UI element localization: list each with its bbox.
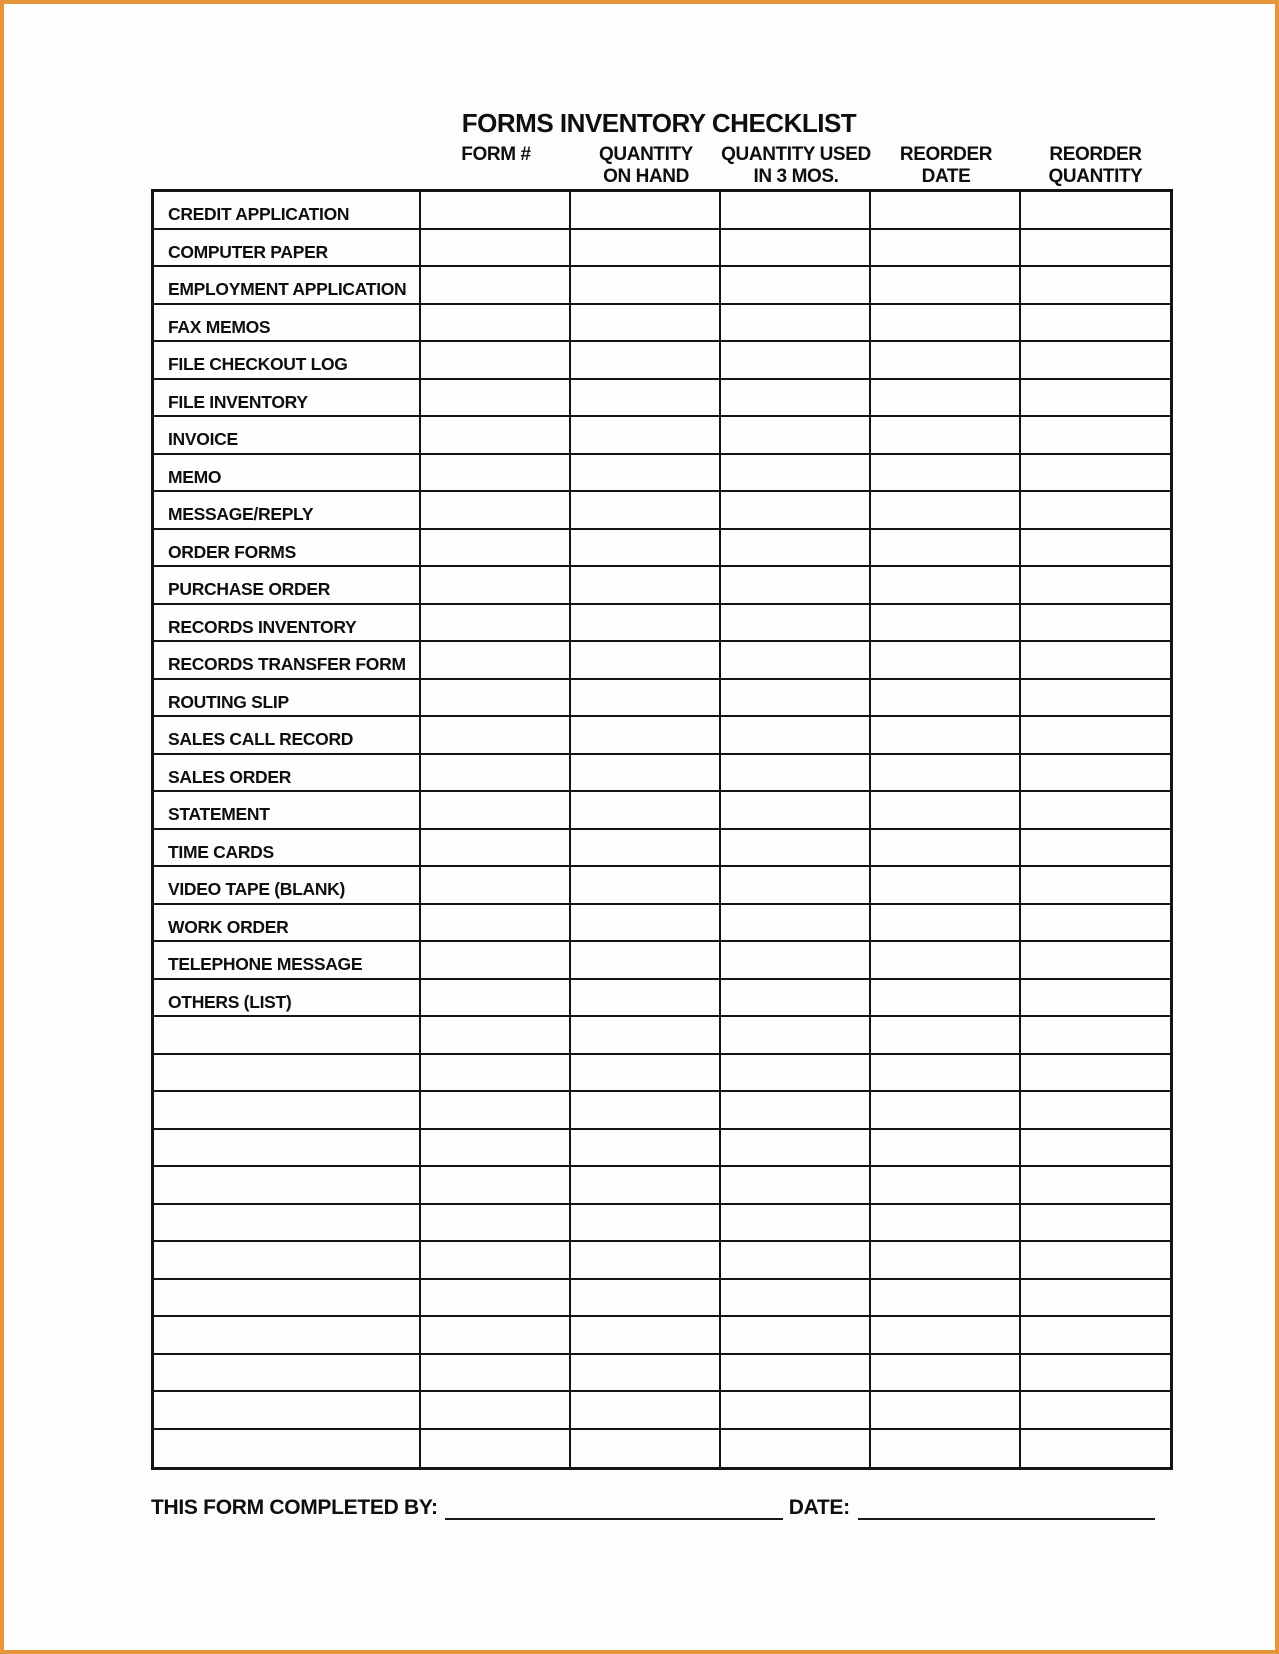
column-header-spacer bbox=[154, 144, 421, 188]
data-cell-reorder-quantity bbox=[1021, 830, 1170, 868]
blank-row-label-cell bbox=[154, 1430, 421, 1468]
data-cell-reorder-quantity bbox=[1021, 1205, 1170, 1243]
data-cell-quantity-on-hand bbox=[571, 1280, 721, 1318]
data-cell-form-number bbox=[421, 717, 571, 755]
data-cell-quantity-used-3-mos bbox=[721, 605, 871, 643]
data-cell-reorder-date bbox=[871, 342, 1021, 380]
data-cell-reorder-date bbox=[871, 642, 1021, 680]
column-header-quantity-on-hand bbox=[571, 144, 721, 188]
data-cell-form-number bbox=[421, 1317, 571, 1355]
blank-row-label-cell bbox=[154, 1392, 421, 1430]
data-cell-reorder-date bbox=[871, 942, 1021, 980]
data-cell-reorder-quantity bbox=[1021, 1242, 1170, 1280]
column-header-reorder-date bbox=[871, 144, 1021, 188]
data-cell-reorder-date bbox=[871, 267, 1021, 305]
row-label-cell: FILE CHECKOUT LOG bbox=[154, 342, 421, 380]
data-cell-form-number bbox=[421, 980, 571, 1018]
data-cell-reorder-date bbox=[871, 1092, 1021, 1130]
data-cell-quantity-on-hand bbox=[571, 1430, 721, 1468]
data-cell-reorder-quantity bbox=[1021, 755, 1170, 793]
data-cell-form-number bbox=[421, 567, 571, 605]
data-cell-reorder-quantity bbox=[1021, 1167, 1170, 1205]
data-cell-reorder-date bbox=[871, 755, 1021, 793]
data-cell-quantity-on-hand bbox=[571, 867, 721, 905]
row-label-cell: ORDER FORMS bbox=[154, 530, 421, 568]
data-cell-reorder-date bbox=[871, 1017, 1021, 1055]
data-cell-quantity-used-3-mos bbox=[721, 492, 871, 530]
data-cell-form-number bbox=[421, 192, 571, 230]
blank-row-label-cell bbox=[154, 1167, 421, 1205]
data-cell-quantity-used-3-mos bbox=[721, 530, 871, 568]
data-cell-form-number bbox=[421, 1280, 571, 1318]
data-cell-quantity-on-hand bbox=[571, 1055, 721, 1093]
data-cell-form-number bbox=[421, 1355, 571, 1393]
row-label-cell: SALES CALL RECORD bbox=[154, 717, 421, 755]
data-cell-quantity-used-3-mos bbox=[721, 1355, 871, 1393]
data-cell-reorder-quantity bbox=[1021, 1130, 1170, 1168]
data-cell-quantity-on-hand bbox=[571, 1242, 721, 1280]
data-cell-reorder-date bbox=[871, 1167, 1021, 1205]
data-cell-reorder-date bbox=[871, 605, 1021, 643]
data-cell-reorder-date bbox=[871, 492, 1021, 530]
data-cell-quantity-on-hand bbox=[571, 980, 721, 1018]
blank-row-label-cell bbox=[154, 1205, 421, 1243]
data-cell-quantity-on-hand bbox=[571, 305, 721, 343]
column-header-line1: QUANTITY USED bbox=[721, 144, 871, 165]
data-cell-quantity-used-3-mos bbox=[721, 642, 871, 680]
row-label-cell: RECORDS INVENTORY bbox=[154, 605, 421, 643]
row-label-cell: ROUTING SLIP bbox=[154, 680, 421, 718]
data-cell-reorder-date bbox=[871, 1392, 1021, 1430]
row-label-cell: PURCHASE ORDER bbox=[154, 567, 421, 605]
column-header-reorder-quantity bbox=[1021, 144, 1170, 188]
data-cell-quantity-used-3-mos bbox=[721, 830, 871, 868]
data-cell-quantity-on-hand bbox=[571, 192, 721, 230]
data-cell-quantity-used-3-mos bbox=[721, 867, 871, 905]
data-cell-quantity-used-3-mos bbox=[721, 792, 871, 830]
data-cell-reorder-date bbox=[871, 1242, 1021, 1280]
data-cell-form-number bbox=[421, 942, 571, 980]
column-header-line2: DATE bbox=[921, 166, 971, 187]
row-label-cell: FILE INVENTORY bbox=[154, 380, 421, 418]
blank-row-label-cell bbox=[154, 1355, 421, 1393]
data-cell-quantity-on-hand bbox=[571, 1130, 721, 1168]
column-headers bbox=[154, 144, 1170, 188]
data-cell-quantity-used-3-mos bbox=[721, 1392, 871, 1430]
data-cell-reorder-date bbox=[871, 1205, 1021, 1243]
data-cell-reorder-quantity bbox=[1021, 1317, 1170, 1355]
data-cell-form-number bbox=[421, 1392, 571, 1430]
data-cell-reorder-date bbox=[871, 230, 1021, 268]
data-cell-reorder-quantity bbox=[1021, 492, 1170, 530]
data-cell-reorder-quantity bbox=[1021, 567, 1170, 605]
blank-row-label-cell bbox=[154, 1280, 421, 1318]
data-cell-quantity-on-hand bbox=[571, 717, 721, 755]
data-cell-reorder-date bbox=[871, 1055, 1021, 1093]
blank-row-label-cell bbox=[154, 1017, 421, 1055]
data-cell-quantity-on-hand bbox=[571, 380, 721, 418]
data-cell-quantity-used-3-mos bbox=[721, 230, 871, 268]
row-label-cell: COMPUTER PAPER bbox=[154, 230, 421, 268]
data-cell-reorder-date bbox=[871, 830, 1021, 868]
data-cell-form-number bbox=[421, 1017, 571, 1055]
data-cell-reorder-quantity bbox=[1021, 267, 1170, 305]
completed-by-label: THIS FORM COMPLETED BY: bbox=[151, 1496, 438, 1519]
data-cell-form-number bbox=[421, 530, 571, 568]
data-cell-form-number bbox=[421, 867, 571, 905]
data-cell-quantity-on-hand bbox=[571, 492, 721, 530]
data-cell-quantity-used-3-mos bbox=[721, 1205, 871, 1243]
data-cell-reorder-quantity bbox=[1021, 792, 1170, 830]
data-cell-form-number bbox=[421, 1167, 571, 1205]
data-cell-form-number bbox=[421, 417, 571, 455]
blank-row-label-cell bbox=[154, 1130, 421, 1168]
data-cell-form-number bbox=[421, 792, 571, 830]
data-cell-reorder-quantity bbox=[1021, 1280, 1170, 1318]
data-cell-form-number bbox=[421, 230, 571, 268]
data-cell-form-number bbox=[421, 267, 571, 305]
data-cell-quantity-used-3-mos bbox=[721, 380, 871, 418]
data-cell-form-number bbox=[421, 1205, 571, 1243]
data-cell-form-number bbox=[421, 1430, 571, 1468]
data-cell-reorder-date bbox=[871, 1430, 1021, 1468]
data-cell-reorder-quantity bbox=[1021, 717, 1170, 755]
data-cell-quantity-used-3-mos bbox=[721, 1130, 871, 1168]
data-cell-quantity-on-hand bbox=[571, 1317, 721, 1355]
data-cell-reorder-date bbox=[871, 905, 1021, 943]
data-cell-reorder-quantity bbox=[1021, 530, 1170, 568]
data-cell-form-number bbox=[421, 1130, 571, 1168]
data-cell-quantity-used-3-mos bbox=[721, 680, 871, 718]
data-cell-reorder-quantity bbox=[1021, 380, 1170, 418]
row-label-cell: MEMO bbox=[154, 455, 421, 493]
data-cell-reorder-quantity bbox=[1021, 1430, 1170, 1468]
row-label-cell: TELEPHONE MESSAGE bbox=[154, 942, 421, 980]
data-cell-form-number bbox=[421, 342, 571, 380]
data-cell-quantity-on-hand bbox=[571, 1092, 721, 1130]
data-cell-quantity-on-hand bbox=[571, 942, 721, 980]
data-cell-form-number bbox=[421, 830, 571, 868]
row-label-cell: OTHERS (LIST) bbox=[154, 980, 421, 1018]
blank-row-label-cell bbox=[154, 1242, 421, 1280]
data-cell-quantity-used-3-mos bbox=[721, 905, 871, 943]
data-cell-reorder-quantity bbox=[1021, 605, 1170, 643]
row-label-cell: STATEMENT bbox=[154, 792, 421, 830]
data-cell-quantity-on-hand bbox=[571, 1167, 721, 1205]
data-cell-reorder-date bbox=[871, 680, 1021, 718]
row-label-cell: MESSAGE/REPLY bbox=[154, 492, 421, 530]
data-cell-quantity-used-3-mos bbox=[721, 455, 871, 493]
data-cell-reorder-date bbox=[871, 455, 1021, 493]
data-cell-quantity-used-3-mos bbox=[721, 192, 871, 230]
row-label-cell: SALES ORDER bbox=[154, 755, 421, 793]
data-cell-quantity-on-hand bbox=[571, 1355, 721, 1393]
row-label-cell: INVOICE bbox=[154, 417, 421, 455]
data-cell-reorder-date bbox=[871, 1130, 1021, 1168]
data-cell-reorder-date bbox=[871, 192, 1021, 230]
data-cell-reorder-date bbox=[871, 717, 1021, 755]
data-cell-quantity-used-3-mos bbox=[721, 755, 871, 793]
data-cell-quantity-used-3-mos bbox=[721, 1092, 871, 1130]
data-cell-reorder-date bbox=[871, 1317, 1021, 1355]
data-cell-form-number bbox=[421, 755, 571, 793]
data-cell-reorder-date bbox=[871, 380, 1021, 418]
data-cell-reorder-quantity bbox=[1021, 305, 1170, 343]
data-cell-reorder-quantity bbox=[1021, 342, 1170, 380]
data-cell-reorder-date bbox=[871, 417, 1021, 455]
data-cell-reorder-quantity bbox=[1021, 1092, 1170, 1130]
blank-row-label-cell bbox=[154, 1317, 421, 1355]
footer bbox=[151, 1496, 1167, 1520]
data-cell-reorder-date bbox=[871, 567, 1021, 605]
column-header-line2: IN 3 MOS. bbox=[753, 166, 839, 187]
column-header-form-number bbox=[421, 144, 571, 188]
data-cell-reorder-quantity bbox=[1021, 1392, 1170, 1430]
data-cell-reorder-quantity bbox=[1021, 980, 1170, 1018]
data-cell-quantity-used-3-mos bbox=[721, 1167, 871, 1205]
column-header-line1: REORDER bbox=[899, 144, 993, 165]
data-cell-reorder-quantity bbox=[1021, 417, 1170, 455]
data-cell-quantity-used-3-mos bbox=[721, 717, 871, 755]
data-cell-form-number bbox=[421, 492, 571, 530]
row-label-cell: VIDEO TAPE (BLANK) bbox=[154, 867, 421, 905]
column-header-line2: QUANTITY bbox=[1048, 166, 1143, 187]
row-label-cell: FAX MEMOS bbox=[154, 305, 421, 343]
column-header-line1: REORDER bbox=[1049, 144, 1142, 165]
data-cell-form-number bbox=[421, 1092, 571, 1130]
data-cell-reorder-date bbox=[871, 867, 1021, 905]
data-cell-quantity-on-hand bbox=[571, 230, 721, 268]
data-cell-quantity-on-hand bbox=[571, 605, 721, 643]
row-label-cell: WORK ORDER bbox=[154, 905, 421, 943]
blank-row-label-cell bbox=[154, 1092, 421, 1130]
data-cell-quantity-on-hand bbox=[571, 905, 721, 943]
data-cell-reorder-quantity bbox=[1021, 642, 1170, 680]
data-cell-form-number bbox=[421, 455, 571, 493]
data-cell-quantity-on-hand bbox=[571, 792, 721, 830]
data-cell-reorder-date bbox=[871, 980, 1021, 1018]
data-cell-quantity-used-3-mos bbox=[721, 1430, 871, 1468]
data-cell-reorder-quantity bbox=[1021, 455, 1170, 493]
data-cell-quantity-on-hand bbox=[571, 455, 721, 493]
data-cell-quantity-used-3-mos bbox=[721, 1317, 871, 1355]
data-cell-form-number bbox=[421, 1055, 571, 1093]
data-cell-form-number bbox=[421, 380, 571, 418]
data-cell-quantity-used-3-mos bbox=[721, 1242, 871, 1280]
data-cell-quantity-on-hand bbox=[571, 267, 721, 305]
row-label-cell: CREDIT APPLICATION bbox=[154, 192, 421, 230]
column-header-line1: QUANTITY bbox=[599, 144, 693, 165]
data-cell-reorder-quantity bbox=[1021, 867, 1170, 905]
data-cell-quantity-used-3-mos bbox=[721, 1017, 871, 1055]
data-cell-quantity-on-hand bbox=[571, 755, 721, 793]
data-cell-reorder-quantity bbox=[1021, 1055, 1170, 1093]
data-cell-reorder-quantity bbox=[1021, 1355, 1170, 1393]
data-cell-quantity-on-hand bbox=[571, 1205, 721, 1243]
row-label-cell: RECORDS TRANSFER FORM bbox=[154, 642, 421, 680]
data-cell-quantity-used-3-mos bbox=[721, 567, 871, 605]
data-cell-quantity-used-3-mos bbox=[721, 417, 871, 455]
data-cell-quantity-on-hand bbox=[571, 680, 721, 718]
column-header-line2: ON HAND bbox=[603, 166, 689, 187]
data-cell-reorder-date bbox=[871, 1355, 1021, 1393]
data-cell-quantity-used-3-mos bbox=[721, 267, 871, 305]
data-cell-reorder-quantity bbox=[1021, 192, 1170, 230]
data-cell-reorder-quantity bbox=[1021, 680, 1170, 718]
row-label-cell: EMPLOYMENT APPLICATION bbox=[154, 267, 421, 305]
data-cell-form-number bbox=[421, 605, 571, 643]
data-cell-reorder-quantity bbox=[1021, 905, 1170, 943]
data-cell-quantity-on-hand bbox=[571, 567, 721, 605]
data-cell-form-number bbox=[421, 680, 571, 718]
data-cell-reorder-quantity bbox=[1021, 230, 1170, 268]
data-cell-quantity-on-hand bbox=[571, 417, 721, 455]
blank-row-label-cell bbox=[154, 1055, 421, 1093]
data-cell-quantity-used-3-mos bbox=[721, 305, 871, 343]
data-cell-reorder-quantity bbox=[1021, 1017, 1170, 1055]
date-line bbox=[858, 1508, 1155, 1520]
data-cell-form-number bbox=[421, 1242, 571, 1280]
inventory-table bbox=[151, 189, 1173, 1470]
data-cell-quantity-used-3-mos bbox=[721, 980, 871, 1018]
column-header-quantity-used-3-mos bbox=[721, 144, 871, 188]
column-header-line1: FORM # bbox=[461, 144, 531, 165]
date-label: DATE: bbox=[788, 1496, 850, 1519]
data-cell-form-number bbox=[421, 305, 571, 343]
data-cell-form-number bbox=[421, 905, 571, 943]
data-cell-quantity-on-hand bbox=[571, 530, 721, 568]
form-title: FORMS INVENTORY CHECKLIST bbox=[461, 108, 857, 138]
data-cell-quantity-on-hand bbox=[571, 642, 721, 680]
data-cell-form-number bbox=[421, 642, 571, 680]
row-label-cell: TIME CARDS bbox=[154, 830, 421, 868]
data-cell-quantity-on-hand bbox=[571, 1392, 721, 1430]
completed-by-line bbox=[445, 1508, 783, 1520]
data-cell-quantity-on-hand bbox=[571, 342, 721, 380]
data-cell-reorder-date bbox=[871, 305, 1021, 343]
data-cell-reorder-date bbox=[871, 530, 1021, 568]
data-cell-reorder-date bbox=[871, 1280, 1021, 1318]
data-cell-quantity-used-3-mos bbox=[721, 942, 871, 980]
data-cell-quantity-used-3-mos bbox=[721, 342, 871, 380]
data-cell-quantity-on-hand bbox=[571, 830, 721, 868]
data-cell-reorder-date bbox=[871, 792, 1021, 830]
data-cell-quantity-used-3-mos bbox=[721, 1055, 871, 1093]
data-cell-reorder-quantity bbox=[1021, 942, 1170, 980]
data-cell-quantity-on-hand bbox=[571, 1017, 721, 1055]
data-cell-quantity-used-3-mos bbox=[721, 1280, 871, 1318]
